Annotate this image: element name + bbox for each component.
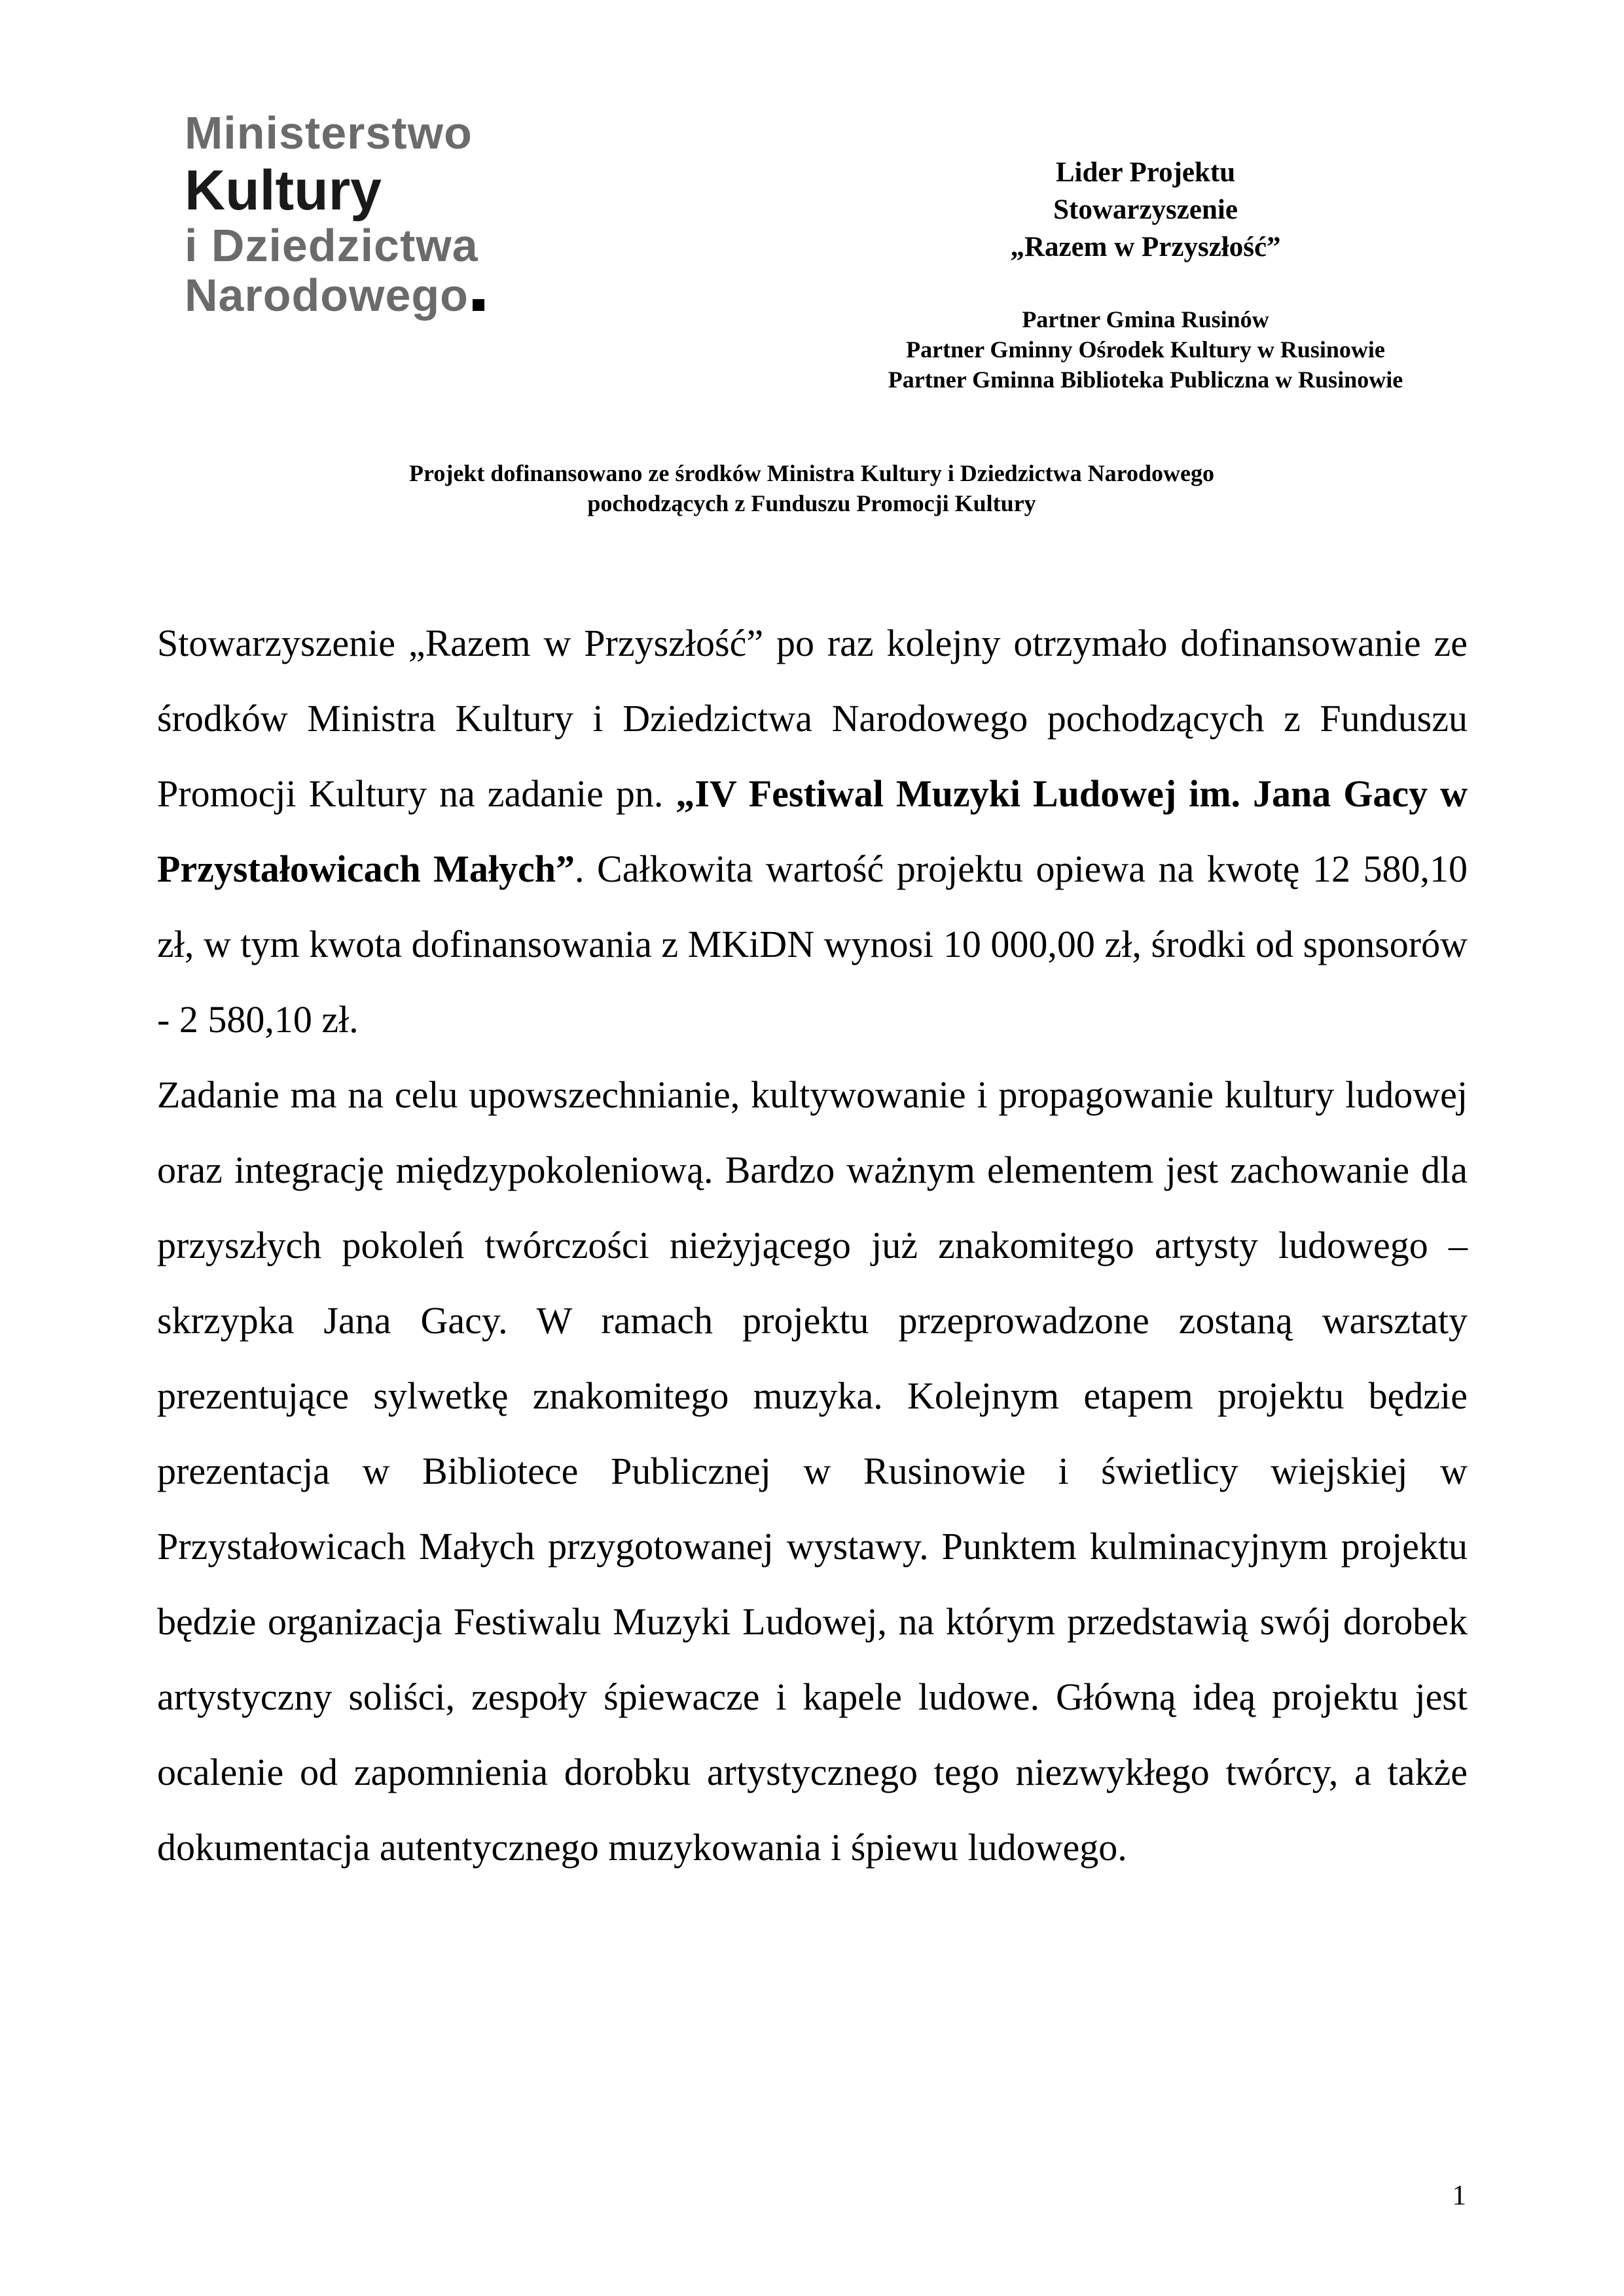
logo-line-dziedzictwa: i Dziedzictwa xyxy=(185,220,478,271)
logo-line-narodowego: Narodowego xyxy=(185,270,469,321)
funding-note-line2: pochodzących z Funduszu Promocji Kultury xyxy=(587,490,1036,516)
logo-square-dot-icon xyxy=(473,299,484,311)
project-leader-block xyxy=(884,154,1407,266)
funding-note-line1: Projekt dofinansowano ze środków Ministra Kultury i Dziedzictwa Narodowego xyxy=(409,460,1214,486)
project-name: „IV Festiwal Muzyki Ludowej im. Jana Gacy w Przystałowicach Małych” xyxy=(157,772,1468,890)
paragraph-funding-info xyxy=(157,605,1468,1057)
leader-organization-type: Stowarzyszenie xyxy=(1053,194,1238,225)
paragraph-funding-intro: Stowarzyszenie „Razem w Przyszłość” po raz kolejny otrzymało dofinansowanie ze środków Ministra Kultury i Dziedzictwa Narodowego pochodzących z Funduszu Promocji Kultury na zadanie pn. xyxy=(157,622,1468,815)
logo-line-ministerstwo: Ministerstwo xyxy=(185,107,473,158)
partner-gmina: Partner Gmina Rusinów xyxy=(1022,306,1269,332)
partner-biblioteka: Partner Gminna Biblioteka Publiczna w Rusinowie xyxy=(888,367,1403,393)
paragraph-project-goals: Zadanie ma na celu upowszechnianie, kultywowanie i propagowanie kultury ludowej oraz integrację międzypokoleniową. Bardzo ważnym elementem jest zachowanie dla przyszłych pokoleń twórczości nieżyjącego już znakomitego artysty ludowego – skrzypka Jana Gacy. W ramach projektu przeprowadzone zostaną warsztaty prezentujące sylwetkę znakomitego muzyka. Kolejnym etapem projektu będzie prezentacja w Bibliotece Publicznej w Rusinowie i świetlicy wiejskiej w Przystałowicach Małych przygotowanej wystawy. Punktem kulminacyjnym projektu będzie organizacja Festiwalu Muzyki Ludowej, na którym przedstawią swój dorobek artystyczny soliści, zespoły śpiewacze i kapele ludowe. Główną ideą projektu jest ocalenie od zapomnienia dorobku artystycznego tego niezwykłego twórcy, a także dokumentacja autentycznego muzykowania i śpiewu ludowego. xyxy=(157,1073,1468,1869)
partners-block xyxy=(772,304,1519,395)
paragraph-funding-amounts: . Całkowita wartość projektu opiewa na kwotę 12 580,10 zł, w tym kwota dofinansowania z MKiDN wynosi 10 000,00 zł, środki od sponsorów - 2 580,10 zł. xyxy=(157,848,1468,1041)
leader-organization-name: „Razem w Przyszłość” xyxy=(1010,232,1281,262)
logo-line-kultury: Kultury xyxy=(185,159,382,222)
leader-heading: Lider Projektu xyxy=(1055,157,1236,188)
main-body-text xyxy=(157,605,1468,1885)
logo-line-narodowego-wrap xyxy=(185,270,551,321)
partner-osrodek-kultury: Partner Gminny Ośrodek Kultury w Rusinowie xyxy=(906,336,1385,363)
funding-note xyxy=(157,458,1466,518)
page-number: 1 xyxy=(1452,2180,1466,2211)
ministry-logo xyxy=(185,107,551,321)
